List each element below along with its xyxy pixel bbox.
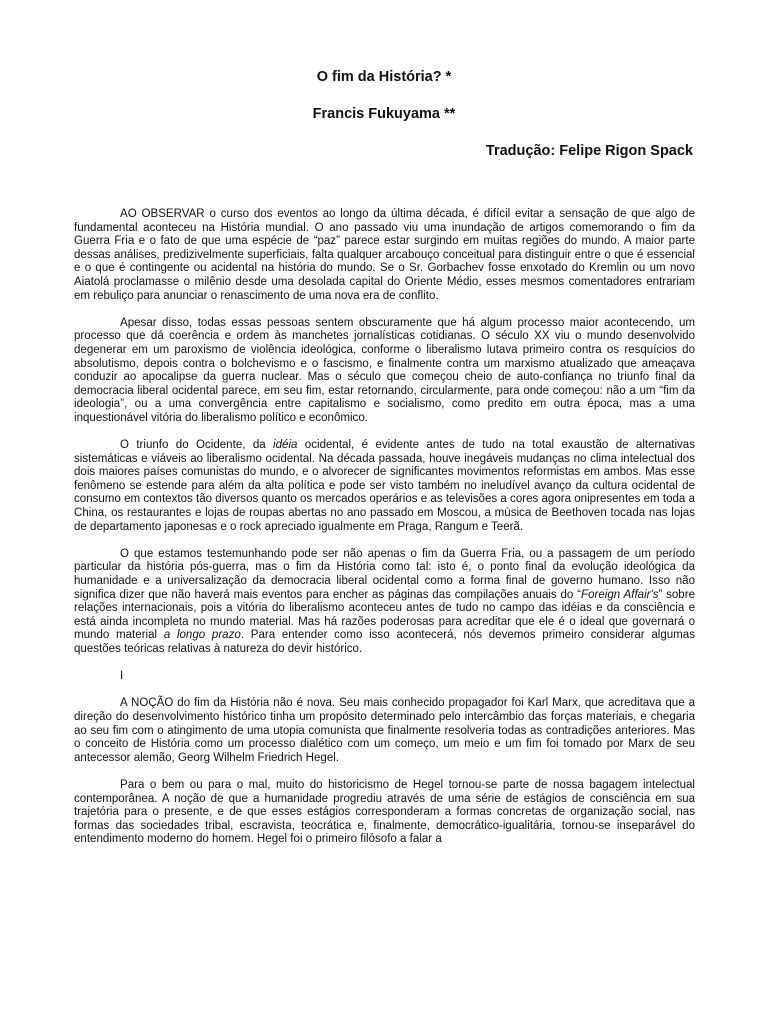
section-numeral: I	[120, 670, 124, 683]
emphasis-text: a longo prazo	[163, 629, 241, 642]
paragraph-text: ” sobre relações internacionais, pois a vitória do liberalismo aconteceu antes de tudo no campo das idéias e da consciência e está ainda incompleta no mundo material. Mas há razões poderosas para acreditar que ele é o ideal que governará o mundo material	[74, 588, 695, 642]
paragraph-text: o curso dos eventos ao longo da última década, é difícil evitar a sensação de que algo de fundamental aconteceu na História mundial. O ano passado viu uma inundação de artigos comemorando o fim da Guerra Fria e o fato de que uma espécie de “paz” parece estar surgindo em muitas regiões do mundo. A maior parte dessas análises, predizivelmente superficiais, falta qualquer arcabouço conceitual para distinguir entre o que é essencial e o que é contingente ou acidental na história do mundo. Se o Sr. Gorbachev fosse enxotado do Kremlin ou um novo Aiatolá proclamasse o milênio desde uma desolada capital do Oriente Médio, esses mesmos comentadores entrariam em rebuliço para anunciar o renascimento de uma nova era de conflito.	[74, 208, 695, 302]
paragraph-text: O triunfo do Ocidente, da	[120, 439, 274, 452]
paragraph-text: O que estamos testemunhando pode ser não apenas o fim da Guerra Fria, ou a passagem de um período particular da história pós-guerra, mas o fim da História como tal: isto é, o ponto final da evolução ideológica da humanidade e a universalização da democracia liberal ocidental como a forma final de governo humano. Isso não significa dizer que não haverá mais eventos para encher as páginas das compilações anuais do “	[74, 547, 695, 601]
document-author: Francis Fukuyama **	[312, 106, 456, 122]
emphasis-text: idéia	[273, 439, 298, 452]
paragraph-3	[74, 439, 695, 534]
paragraph-6: Para o bem ou para o mal, muito do historicismo de Hegel tornou-se parte de nossa bagagem intelectual contemporânea. A noção de que a humanidade progrediu através de uma série de estágios de consciência em sua trajetória para o presente, e de que esses estágios corresponderam a formas concretas de organização social, nas formas das sociedades tribal, escravista, teocrática e, finalmente, democrático-igualitária, tornou-se inseparável do entendimento moderno do homem. Hegel foi o primeiro filósofo a falar a	[74, 778, 695, 846]
paragraph-lead: AO OBSERVAR	[120, 208, 205, 220]
document-translator: Tradução: Felipe Rigon Spack	[485, 143, 693, 159]
paragraph-1	[74, 208, 695, 303]
paragraph-5: A NOÇÃO do fim da História não é nova. Seu mais conhecido propagador foi Karl Marx, que acreditava que a direção do desenvolvimento histórico tinha um propósito determinado pelo intercâmbio das forças materiais, e chegaria ao seu fim com o atingimento de uma utopia comunista que finalmente resolveria todas as contradições anteriores. Mas o conceito de História como um processo dialético com um começo, um meio e um fim foi tomado por Marx de seu antecessor alemão, Georg Wilhelm Friedrich Hegel.	[74, 697, 695, 764]
paragraph-text: . Para entender como isso acontecerá, nós devemos primeiro considerar algumas questões teóricas relativas à natureza do devir histórico.	[74, 629, 695, 655]
document-title: O fim da História? *	[316, 69, 452, 85]
paragraph-2: Apesar disso, todas essas pessoas sentem obscuramente que há algum processo maior acontecendo, um processo que dá coerência e ordem às manchetes jornalísticas cotidianas. O século XX viu o mundo desenvolvido degenerar em um paroxismo de violência ideológica, conforme o liberalismo lutava primeiro contra os resquícios do absolutismo, depois contra o bolchevismo e o fascismo, e finalmente contra um marxismo atualizado que ameaçava conduzir ao apocalipse da guerra nuclear. Mas o século que começou cheio de auto-confiança no triunfo final da democracia liberal ocidental parece, em seu fim, estar retornando, circularmente, para onde começou: não a um “fim da ideologia”, ou a uma convergência entre capitalismo e socialismo, como predito em outra época, mas a uma inquestionável vitória do liberalismo político e econômico.	[74, 316, 695, 424]
emphasis-text: Foreign Affair's	[581, 588, 659, 601]
paragraph-text: ocidental, é evidente antes de tudo na total exaustão de alternativas sistemáticas e viáveis ao liberalismo ocidental. Na década passada, houve inegáveis mudanças no clima intelectual dos dois maiores países comunistas do mundo, e o alvorecer de significantes movimentos reformistas em ambos. Mas esse fenômeno se estende para além da alta política e pode ser visto também no ineludível avanço da cultura ocidental de consumo em contextos tão diversos quanto os mercados operários e as televisões a cores agora onipresentes em toda a China, os restaurantes e lojas de roupas abertas no ano passado em Moscou, a música de Beethoven tocada nas lojas de departamento japonesas e o rock apreciado igualmente em Praga, Rangum e Teerã.	[74, 439, 695, 533]
document-body	[74, 208, 695, 861]
paragraph-4	[74, 548, 695, 657]
